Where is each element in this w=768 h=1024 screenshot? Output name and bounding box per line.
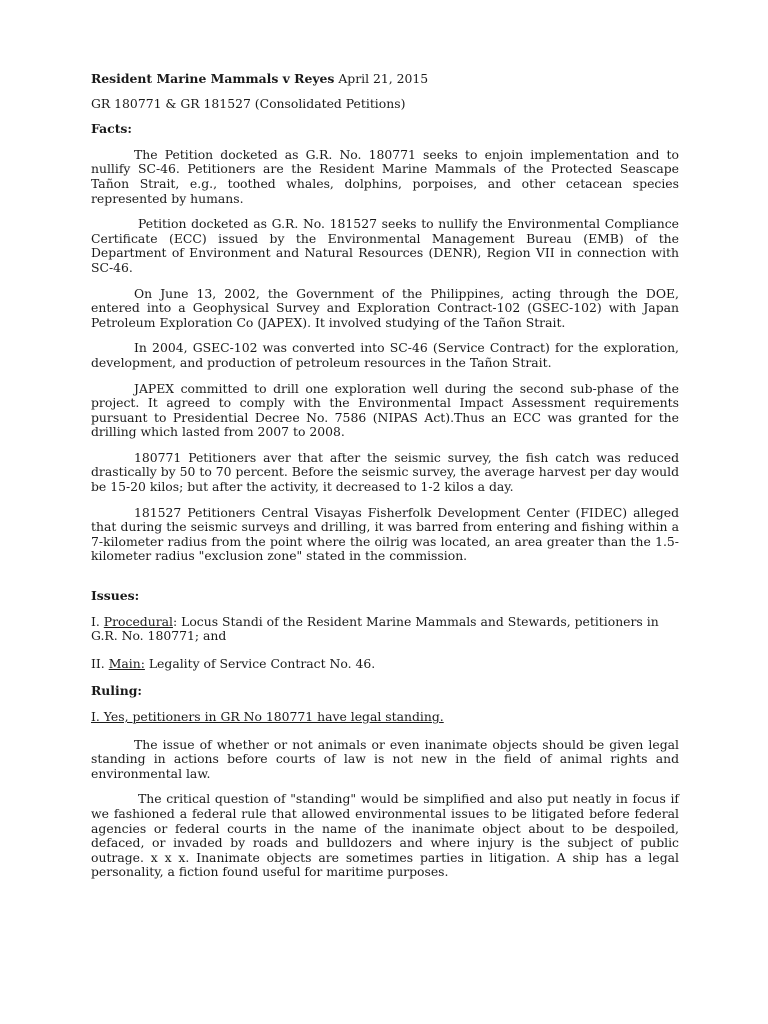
facts-paragraph-6: 180771 Petitioners aver that after the seismic survey, the fish catch was reduced drastically by 50 to 70 percent. Before the seismic survey, the average harvest per day would be 15-20 kilos; but after the activity, it decreased to 1-2 kilos a day. <box>91 449 679 495</box>
ruling-paragraph-1: The issue of whether or not animals or even inanimate objects should be given legal standing in actions before courts of law is not new in the field of animal rights and environmental law. <box>91 736 679 781</box>
document-page <box>91 72 679 891</box>
facts-paragraph-7: 181527 Petitioners Central Visayas Fisherfolk Development Center (FIDEC) alleged that during the seismic surveys and drilling, it was barred from entering and fishing within a 7-kilometer radius from the point where the oilrig was located, an area greater than the 1.5-kilometer radius "exclusion zone" stated in the commission. <box>91 504 679 564</box>
facts-paragraph-2: Petition docketed as G.R. No. 181527 seeks to nullify the Environmental Compliance Certificate (ECC) issued by the Environmental Management Bureau (EMB) of the Department of Environment and Natural Resources (DENR), Region VII in connection with SC-46. <box>91 216 679 275</box>
ruling-heading: Ruling: <box>91 683 142 699</box>
ruling-paragraph-2: The critical question of "standing" would be simplified and also put neatly in focus if we fashioned a federal rule that allowed environmental issues to be litigated before federal agencies or federal courts in the name of the inanimate object about to be despoiled, defaced, or invaded by roads and bulldozers and where injury is the subject of public outrage. x x x. Inanimate objects are sometimes parties in litigation. A ship has a legal personality, a fiction found useful for maritime purposes. <box>91 791 679 880</box>
facts-heading: Facts: <box>91 121 132 137</box>
ruling-subheading: I. Yes, petitioners in GR No 180771 have legal standing. <box>91 709 444 724</box>
issues-heading: Issues: <box>91 588 140 604</box>
case-header <box>91 72 679 87</box>
facts-paragraph-5: JAPEX committed to drill one exploration well during the second sub-phase of the project. It agreed to comply with the Environmental Impact Assessment requirements pursuant to Presidential Decree No. 7586 (NIPAS Act).Thus an ECC was granted for the drilling which lasted from 2007 to 2008. <box>91 380 679 440</box>
facts-paragraph-4: In 2004, GSEC-102 was converted into SC-46 (Service Contract) for the exploration, development, and production of petroleum resources in the Tañon Strait. <box>91 340 679 370</box>
issue-main <box>91 657 679 672</box>
issue-1-number: I. <box>91 613 100 629</box>
gr-numbers: GR 180771 & GR 181527 (Consolidated Petitions) <box>91 95 406 111</box>
issue-2-label: Main: <box>108 655 145 671</box>
issue-procedural <box>91 615 679 644</box>
case-title: Resident Marine Mammals v Reyes <box>91 71 335 86</box>
issue-1-text: : Locus Standi of the Resident Marine Mammals and Stewards, petitioners in G.R. No. 180771; and <box>91 613 659 644</box>
section-spacer <box>91 575 679 589</box>
facts-paragraph-3: On June 13, 2002, the Government of the Philippines, acting through the DOE, entered into a Geophysical Survey and Exploration Contract-102 (GSEC-102) with Japan Petroleum Exploration Co (JAPEX). It involved studying of the Tañon Strait. <box>91 285 679 330</box>
issue-1-label: Procedural <box>103 613 173 629</box>
issue-2-number: II. <box>91 655 105 671</box>
facts-paragraph-1: The Petition docketed as G.R. No. 180771 seeks to enjoin implementation and to nullify SC-46. Petitioners are the Resident Marine Mammals of the Protected Seascape Tañon Strait, e.g., toothed whales, dolphins, porpoises, and other cetacean species represented by humans. <box>91 146 679 206</box>
case-date: April 21, 2015 <box>338 71 429 86</box>
issue-2-text: Legality of Service Contract No. 46. <box>144 655 376 671</box>
